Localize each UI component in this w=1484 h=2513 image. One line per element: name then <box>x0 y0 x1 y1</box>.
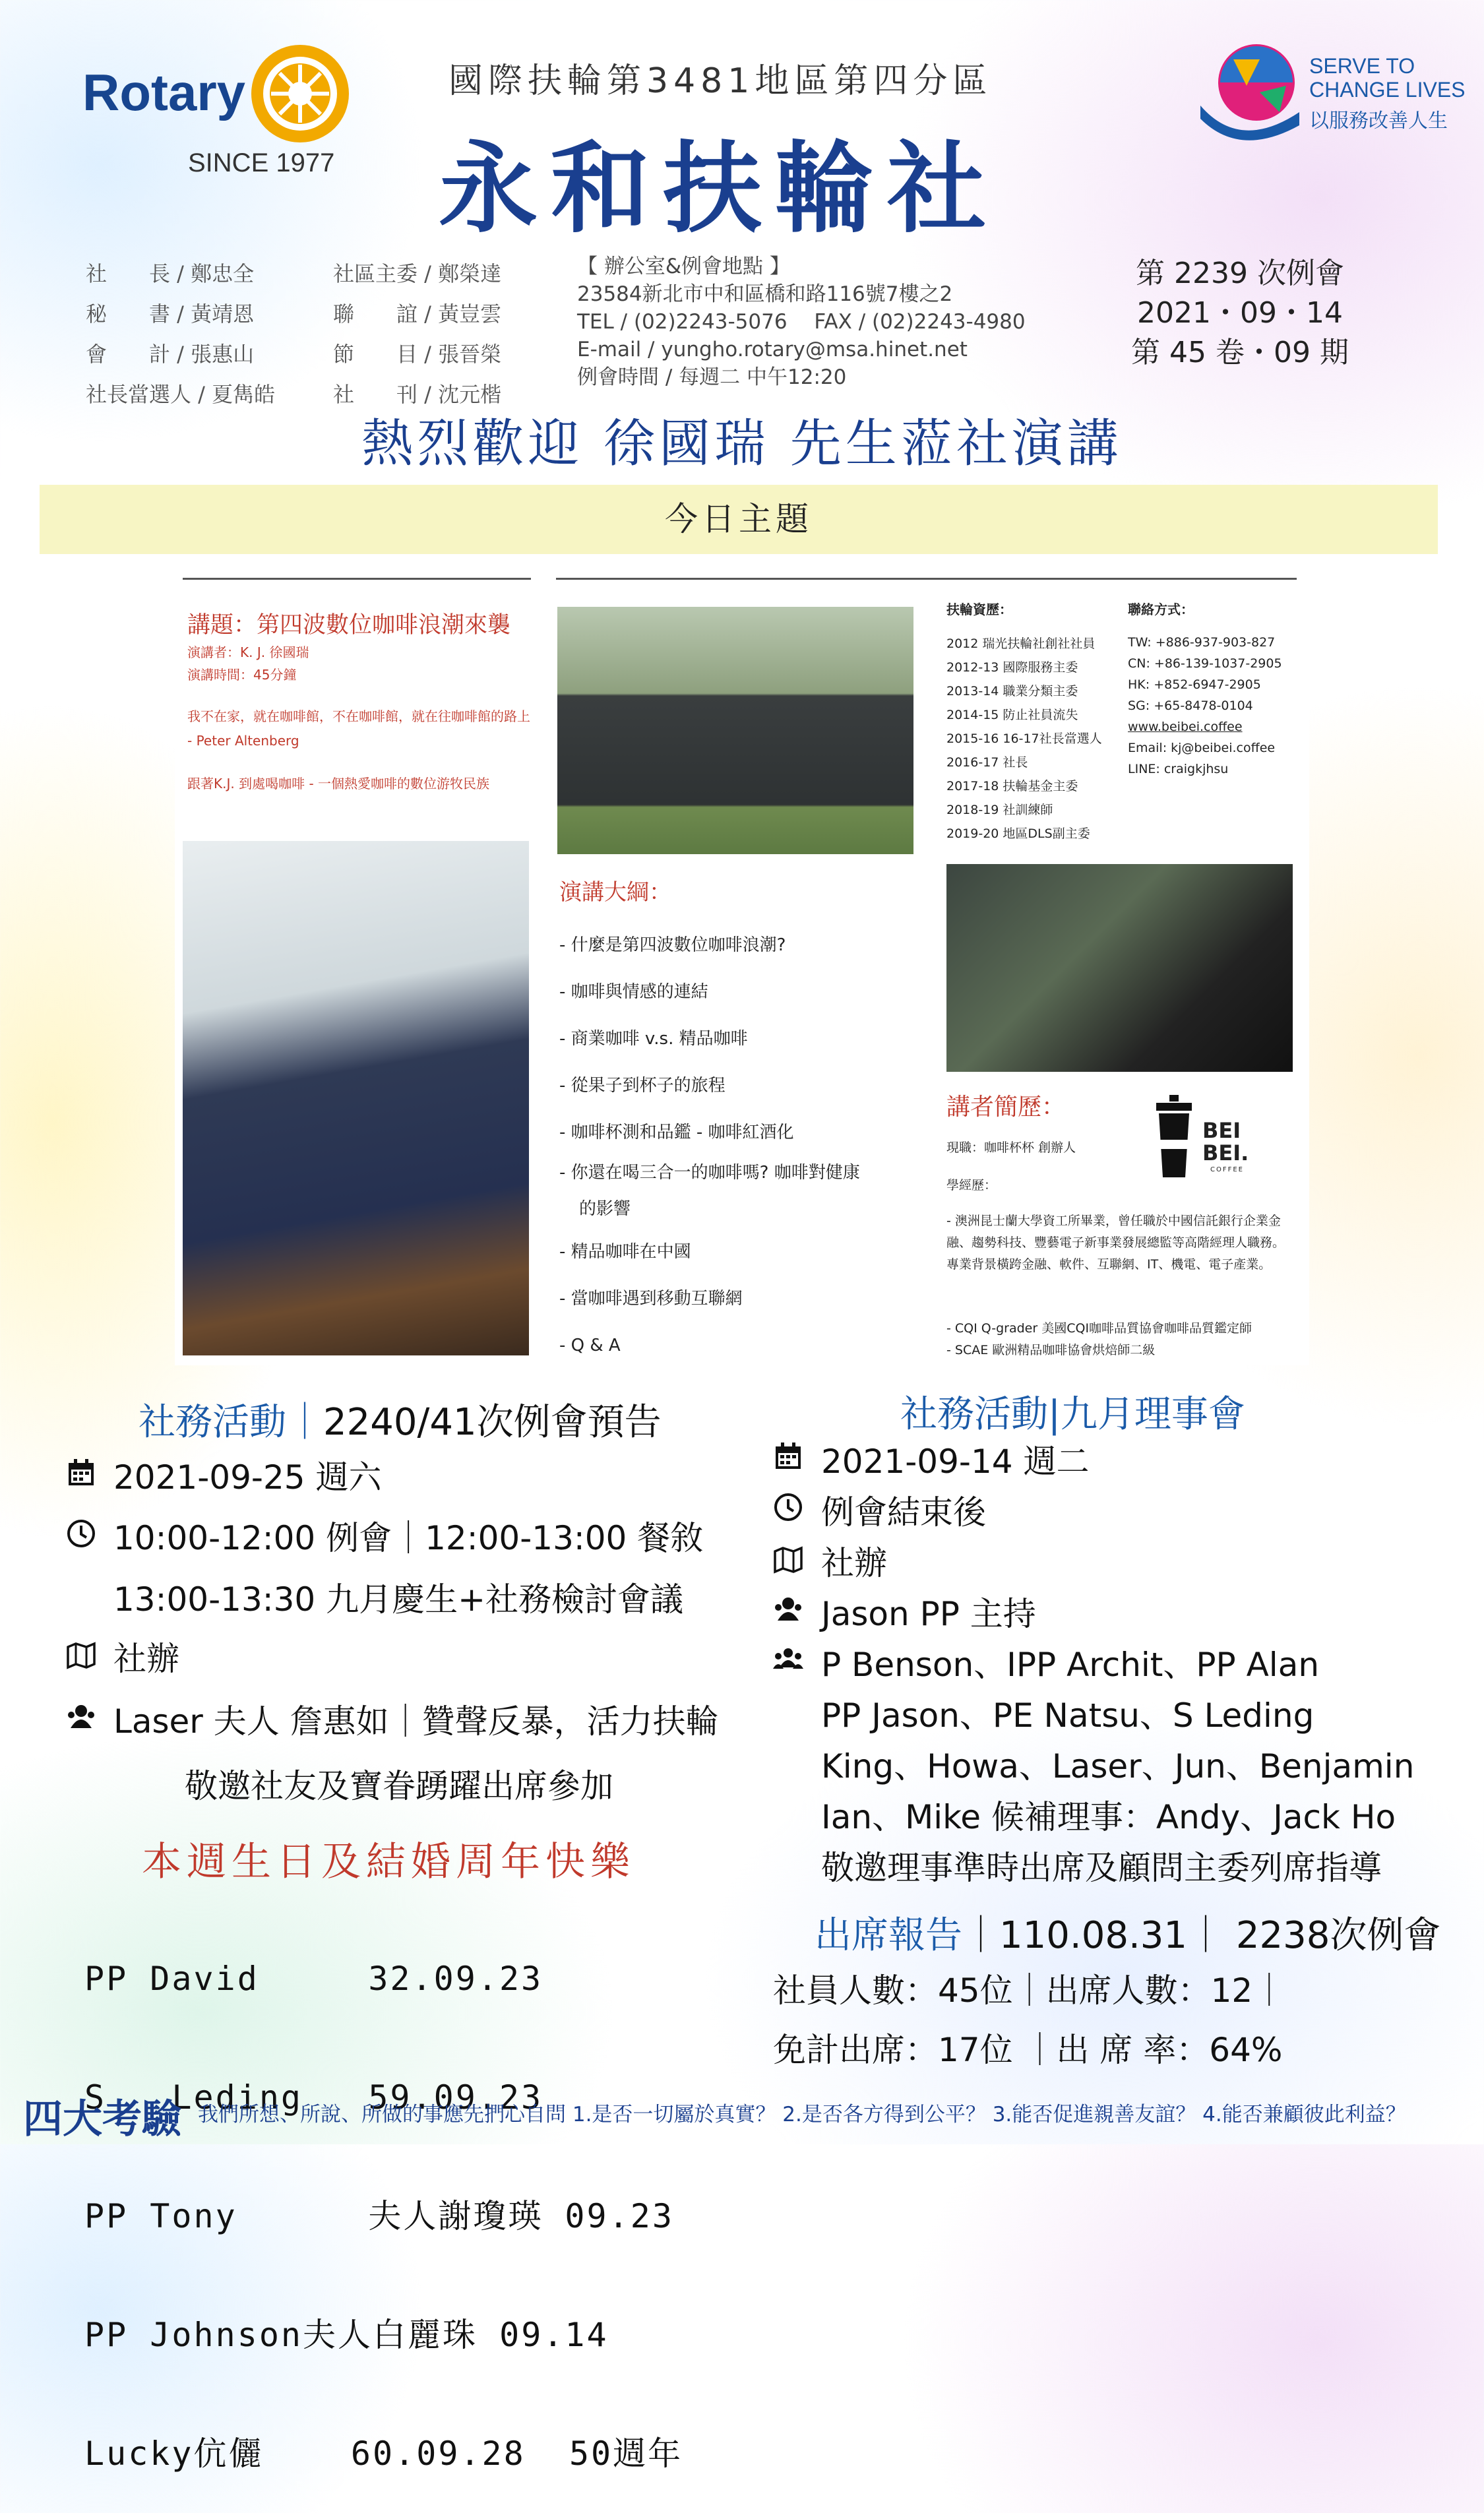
speaking-event-photo <box>946 864 1293 1072</box>
talk-speaker: 演講者：K. J. 徐國瑞 <box>187 644 309 660</box>
talk-info <box>187 641 309 686</box>
left-date: 2021-09-25 週六 <box>113 1458 382 1497</box>
left-title-b: 2240/41次例會預告 <box>323 1401 662 1444</box>
calendar-icon <box>773 1441 803 1472</box>
left-title-a: 社務活動 <box>139 1401 286 1444</box>
list-item: - 從果子到杯子的旅程 <box>559 1076 726 1096</box>
officers-right <box>333 254 501 415</box>
rotary-logo-text: Rotary <box>82 63 246 121</box>
beibei-text-2: BEI. <box>1202 1140 1249 1165</box>
office-label: 【 辦公室&例會地點 】 <box>577 255 790 278</box>
talk-follow: 跟著K.J. 到處喝咖啡 - 一個熱愛咖啡的數位游牧民族 <box>187 776 490 791</box>
list-item: HK: +852-6947-2905 <box>1128 677 1261 692</box>
birthday-list <box>84 1880 683 2513</box>
birthday-title: 本週生日及結婚周年快樂 <box>142 1839 635 1885</box>
welcome-banner: 熱烈歡迎 徐國瑞 先生蒞社演講 <box>361 414 1123 474</box>
flyer-divider-left <box>183 578 531 580</box>
list-item: - 什麼是第四波數位咖啡浪潮? <box>559 935 786 955</box>
list-item: 2012 瑞光扶輪社創社社員 <box>946 636 1096 651</box>
officer-community: 社區主委 / 鄭榮達 <box>333 261 502 286</box>
officer-president: 社 長 / 鄭忠全 <box>86 261 255 286</box>
outline-title: 演講大綱： <box>559 879 671 906</box>
right-date: 2021-09-14 週二 <box>821 1443 1090 1481</box>
clock-icon <box>66 1518 96 1549</box>
left-time-2: 13:00-13:30 九月慶生+社務檢討會議 <box>113 1580 684 1619</box>
list-item: - 精品咖啡在中國 <box>559 1242 691 1262</box>
website-link[interactable]: www.beibei.coffee <box>1128 720 1243 734</box>
office-time: 例會時間 / 每週二 中午12:20 <box>577 365 847 389</box>
office-email: E-mail / yungho.rotary@msa.hinet.net <box>577 338 968 361</box>
talk-quote: 我不在家，就在咖啡館，不在咖啡館，就在往咖啡館的路上 - Peter Altenberg <box>187 708 530 749</box>
list-item: PP David 32.09.23 <box>84 1960 543 1998</box>
list-item: 2016-17 社長 <box>946 755 1028 770</box>
right-host: Jason PP 主持 <box>821 1595 1036 1633</box>
host-icon <box>66 1702 96 1732</box>
attendance-title: 出席報告｜110.08.31｜ 2238次例會 <box>815 1914 1441 1957</box>
office-info <box>577 253 1026 391</box>
list-item: PP Tony 夫人謝瓊瑛 09.23 <box>84 2197 674 2235</box>
bio-job: 現職：咖啡杯杯 創辦人 <box>946 1140 1076 1155</box>
right-place: 社辦 <box>821 1544 887 1582</box>
contact-title: 聯絡方式： <box>1128 602 1194 617</box>
district-title: 國際扶輪第3481地區第四分區 <box>448 61 993 101</box>
clock-icon <box>773 1492 803 1522</box>
list-item: 2014-15 防止社員流失 <box>946 708 1078 722</box>
list-item: - CQI Q-grader 美國CQI咖啡品質協會咖啡品質鑑定師 <box>946 1321 1252 1336</box>
calendar-icon <box>66 1458 96 1488</box>
list-item: TW: +886-937-903-827 <box>1128 635 1276 650</box>
slogan-line-2: CHANGE LIVES <box>1309 78 1466 102</box>
email-link[interactable]: Email: kj@beibei.coffee <box>1128 741 1276 755</box>
beibei-logo <box>1151 1095 1250 1181</box>
list-item: - SCAE 歐洲精品咖啡協會烘焙師二級 <box>946 1343 1156 1357</box>
talk-duration: 演講時間：45分鐘 <box>187 667 297 683</box>
four-way-test-title: 四大考驗 <box>23 2096 181 2142</box>
left-section-title: 社務活動｜2240/41次例會預告 <box>139 1401 662 1444</box>
list-item: Lucky伉儷 60.09.28 50週年 <box>84 2435 683 2473</box>
four-way-test-text: 我們所想、所說、所做的事應先捫心自問 1.是否一切屬於真實？ 2.是否各方得到公平？ 3.能否促進親善友誼？ 4.能否兼顧彼此利益？ <box>198 2103 1406 2126</box>
bio-edu: 學經歷： <box>946 1178 997 1193</box>
rotary-wheel-icon <box>247 41 353 146</box>
outline-list <box>559 922 929 1369</box>
host-icon <box>773 1594 803 1625</box>
attendance-title-a: 出席報告 <box>815 1914 962 1957</box>
officer-secretary: 秘 書 / 黃靖恩 <box>86 301 255 326</box>
talk-title: 講題：第四波數位咖啡浪潮來襲 <box>187 612 511 638</box>
slogan-line-1: SERVE TO <box>1309 54 1415 78</box>
rotary-experience-list <box>946 632 1102 846</box>
meeting-number: 第 2239 次例會 <box>1136 257 1344 290</box>
map-icon <box>66 1639 96 1669</box>
bio-detail: - 澳洲昆士蘭大學資工所畢業，曾任職於中國信託銀行企業金融、趨勢科技、豐藝電子新事業發展總監等高階經理人職務。專業背景橫跨金融、軟件、互聯網、IT、機電、電子產業。 <box>946 1214 1285 1272</box>
club-name: 永和扶輪社 <box>439 131 1000 247</box>
coffee-truck-photo <box>557 607 913 854</box>
list-item: CN: +86-139-1037-2905 <box>1128 656 1282 671</box>
serve-to-change-lives-logo-icon <box>1194 40 1306 145</box>
list-item: 2012-13 國際服務主委 <box>946 660 1078 675</box>
right-title-b: 九月理事會 <box>1060 1393 1245 1436</box>
right-members-3: King、Howa、Laser、Jun、Benjamin <box>821 1747 1415 1785</box>
bio-title: 講者簡歷： <box>946 1094 1066 1121</box>
officer-bulletin: 社 刊 / 沈元楷 <box>333 382 502 407</box>
list-item: - Q & A <box>559 1336 621 1355</box>
since-year: SINCE 1977 <box>188 148 335 177</box>
office-address: 23584新北市中和區橋和路116號7樓之2 <box>577 282 953 306</box>
officer-program: 節 目 / 張晉榮 <box>333 342 502 367</box>
slogan-line-3: 以服務改善人生 <box>1309 109 1448 133</box>
speaker-photo <box>183 841 529 1355</box>
coffee-cup-icon <box>1151 1095 1197 1181</box>
attendance-line-2: 免計出席：17位 ｜出 席 率：64% <box>773 2031 1283 2069</box>
list-item: - 你還在喝三合一的咖啡嗎? 咖啡對健康 <box>559 1163 860 1183</box>
right-title-a: 社務活動 <box>900 1393 1048 1436</box>
list-item: - 當咖啡遇到移動互聯網 <box>559 1289 743 1309</box>
group-icon <box>773 1645 803 1675</box>
list-item: - 商業咖啡 v.s. 精品咖啡 <box>559 1029 748 1049</box>
rotary-experience-title: 扶輪資歷： <box>946 602 1012 617</box>
list-item: 的影響 <box>579 1199 631 1219</box>
right-members-5: 敬邀理事準時出席及顧問主委列席指導 <box>821 1849 1382 1887</box>
attendance-meeting: 2238次例會 <box>1235 1914 1441 1957</box>
right-section-title: 社務活動|九月理事會 <box>900 1393 1245 1436</box>
beibei-sub: COFFEE <box>1210 1166 1244 1173</box>
beibei-text-1: BEI <box>1202 1118 1241 1143</box>
bio-certs <box>946 1318 1303 1361</box>
list-item: 2019-20 地區DLS副主委 <box>946 826 1090 841</box>
left-place: 社辦 <box>113 1640 179 1678</box>
list-item: - 咖啡杯測和品鑑 - 咖啡紅酒化 <box>559 1123 794 1142</box>
list-item: 2017-18 扶輪基金主委 <box>946 779 1078 793</box>
list-item: - 咖啡與情感的連結 <box>559 982 708 1002</box>
meeting-info <box>1115 254 1365 373</box>
officer-fellowship: 聯 誼 / 黃豈雲 <box>333 301 502 326</box>
left-host: Laser 夫人 詹惠如｜贊聲反暴，活力扶輪 <box>113 1702 719 1741</box>
officers-left <box>86 254 275 415</box>
topic-bar: 今日主題 <box>40 485 1438 554</box>
left-time-1: 10:00-12:00 例會｜12:00-13:00 餐敘 <box>113 1519 704 1557</box>
office-phone: TEL / (02)2243-5076 FAX / (02)2243-4980 <box>577 310 1026 334</box>
officer-treasurer: 會 計 / 張惠山 <box>86 342 255 367</box>
list-item: 2015-16 16-17社長當選人 <box>946 731 1102 746</box>
attendance-line-1: 社員人數：45位｜出席人數：12｜ <box>773 1971 1286 2010</box>
officer-president-elect: 社長當選人 / 夏雋皓 <box>86 382 276 407</box>
right-members-2: PP Jason、PE Natsu、S Leding <box>821 1696 1314 1735</box>
list-item: 2013-14 職業分類主委 <box>946 684 1078 698</box>
right-time: 例會結束後 <box>821 1493 986 1532</box>
list-item: LINE: craigkjhsu <box>1128 762 1229 776</box>
right-members-4: Ian、Mike 候補理事：Andy、Jack Ho <box>821 1798 1396 1836</box>
meeting-date: 2021・09・14 <box>1137 296 1343 330</box>
meeting-volume: 第 45 卷・09 期 <box>1131 336 1349 369</box>
attendance-date: 110.08.31 <box>999 1914 1188 1957</box>
right-members-1: P Benson、IPP Archit、PP Alan <box>821 1646 1320 1684</box>
list-item: PP Johnson夫人白麗珠 09.14 <box>84 2316 609 2354</box>
flyer-divider-right <box>556 578 1297 580</box>
map-icon <box>773 1543 803 1574</box>
contact-list <box>1128 632 1282 780</box>
list-item: 2018-19 社訓練師 <box>946 803 1053 817</box>
list-item: S Leding 59.09.23 <box>84 2078 543 2117</box>
list-item: SG: +65-8478-0104 <box>1128 698 1253 713</box>
left-invite: 敬邀社友及寶眷踴躍出席參加 <box>185 1767 613 1805</box>
